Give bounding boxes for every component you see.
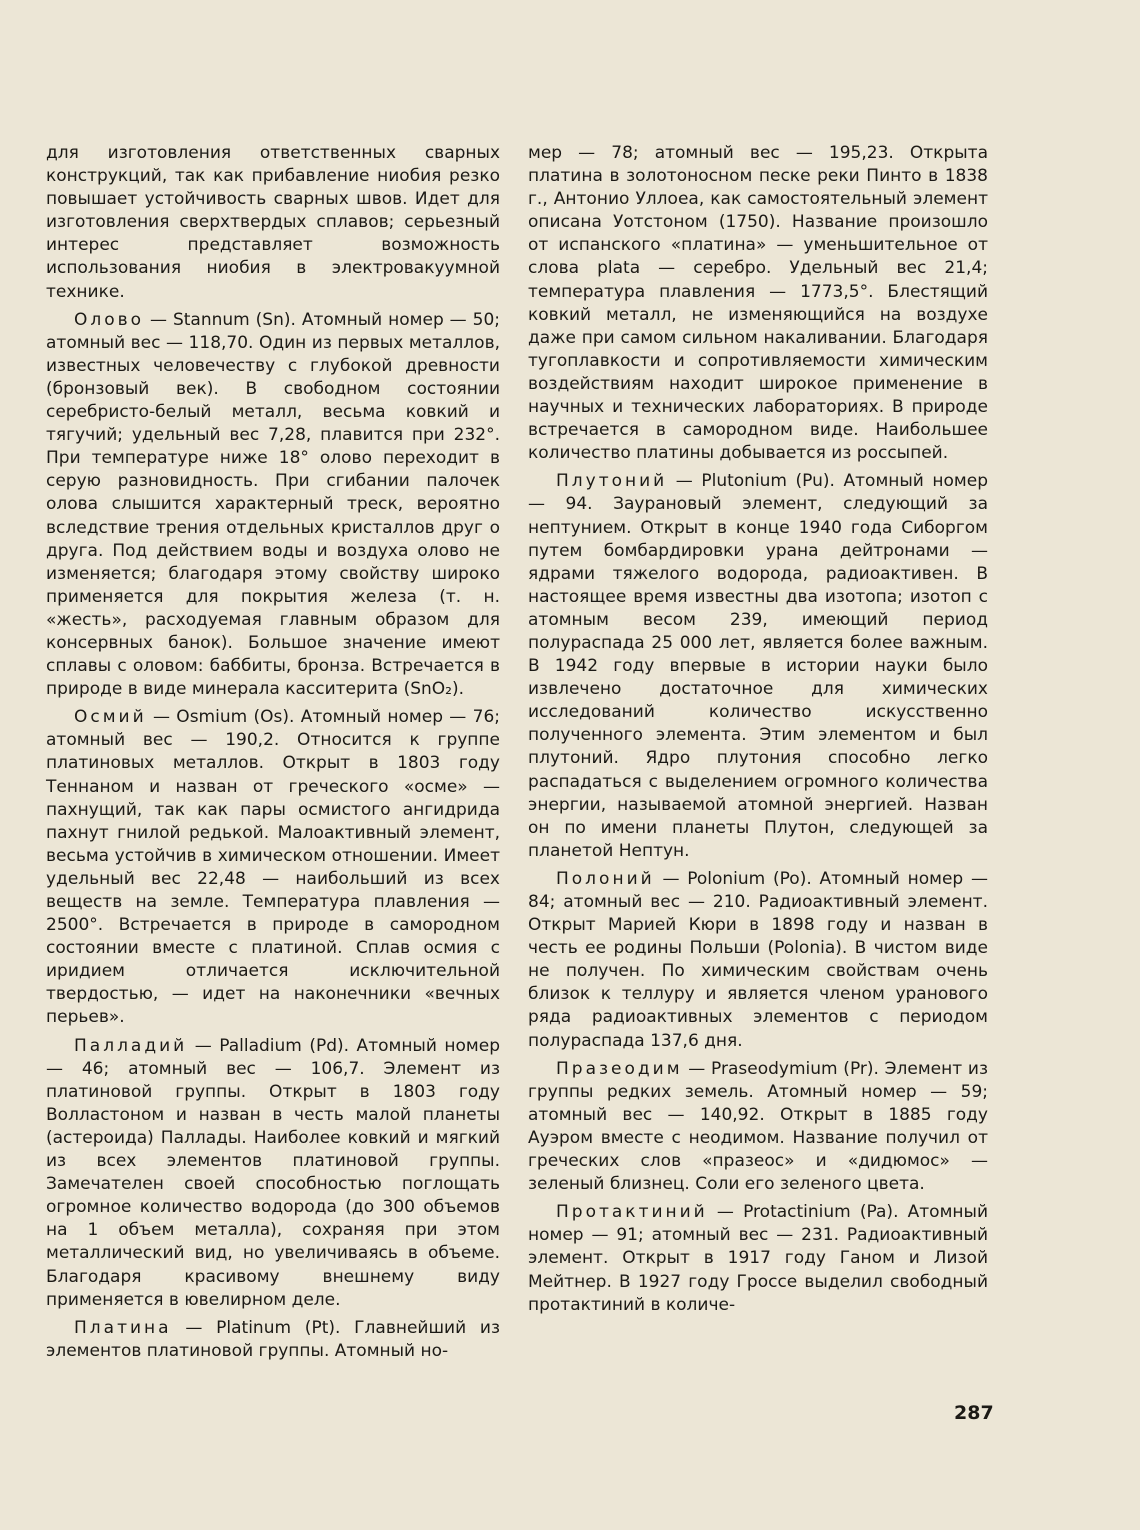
term-polonium: Полоний (556, 868, 655, 889)
entry-protactinium (528, 1201, 988, 1316)
entry-tin (46, 309, 500, 702)
text-praseodymium: — Praseodymium (Pr). Элемент из группы редких земель. Атомный номер — 59; атомный вес — 140,92. Открыт в 1885 году Ауэром вместе с неодимом. Название получил от греческих слов «празеос» и «дидюмос» — зеленый близнец. Соли его зеленого цвета. (528, 1058, 988, 1195)
text-plutonium: — Plutonium (Pu). Атомный номер — 94. Заурановый элемент, следующий за нептунием. Открыт в конце 1940 года Сиборгом путем бомбардировки урана дейтронами — ядрами тяжелого водорода, радиоактивен. В настоящее время известны два изотопа; изотоп с атомным весом 239, имеющий период полураспада 25 000 лет, является более важным. В 1942 году впервые в истории науки было извлечено достаточное для химических исследований количество искусственно полученного элемента. Этим элементом и был плутоний. Ядро плутония способно легко распадаться с выделением огромного количества энергии, называемой атомной энергией. Назван он по имени планеты Плутон, следующей за планетой Нептун. (528, 471, 988, 861)
text-protactinium: — Protactinium (Pa). Атомный номер — 91; атомный вес — 231. Радиоактивный элемент. Открыт в 1917 году Ганом и Лизой Мейтнер. В 1927 году Гроссе выделил свободный протактиний в количе- (528, 1202, 988, 1315)
entry-praseodymium (528, 1058, 988, 1197)
term-tin: Олово (74, 309, 145, 330)
text-polonium: — Polonium (Po). Атомный номер — 84; атомный вес — 210. Радиоактивный элемент. Открыт Марией Кюри в 1898 году и назван в честь ее родины Польши (Polonia). В чистом виде не получен. По химическим свойствам очень близок к теллуру и является членом уранового ряда радиоактивных элементов с периодом полураспада 137,6 дня. (528, 868, 988, 1051)
term-praseodymium: Празеодим (556, 1058, 683, 1079)
platinum-continuation: мер — 78; атомный вес — 195,23. Открыта платина в золотоносном песке реки Пинто в 1838 г., Антонио Уллоеа, как самостоятельный элемент описана Уотстоном (1750). Название произошло от испанского «платина» — уменьшительное от слова plata — серебро. Удельный вес 21,4; температура плавления — 1773,5°. Блестящий ковкий металл, не изменяющийся на воздухе даже при самом сильном накаливании. Благодаря тугоплавкости и сопротивляемости химическим воздействиям находит широкое применение в научных и технических лабораториях. В природе встречается в самородном виде. Наибольшее количество платины добывается из россыпей. (528, 143, 988, 464)
entry-polonium (528, 868, 988, 1053)
entry-plutonium (528, 470, 988, 863)
text-palladium: — Palladium (Pd). Атомный номер — 46; атомный вес — 106,7. Элемент из платиновой группы. Открыт в 1803 году Волластоном и назван в честь малой планеты (астероида) Паллады. Наиболее ковкий и мягкий из всех элементов платиновой группы. Замечателен своей способностью поглощать огромное количество водорода (до 300 объемов на 1 объем металла), сохраняя при этом металлический вид, но увеличиваясь в объеме. Благодаря красивому внешнему виду применяется в ювелирном деле. (46, 1035, 500, 1310)
entry-palladium (46, 1035, 500, 1312)
term-platinum: Платина (74, 1317, 172, 1338)
term-protactinium: Протактиний (556, 1202, 708, 1223)
text-tin: — Stannum (Sn). Атомный номер — 50; атомный вес — 118,70. Один из первых металлов, известных человечеству с глубокой древности (бронзовый век). В свободном состоянии серебристо-белый металл, весьма ковкий и тягучий; удельный вес 7,28, плавится при 232°. При температуре ниже 18° олово переходит в серую разновидность. При сгибании палочек олова слышится характерный треск, вероятно вследствие трения отдельных кристаллов друг о друга. Под действием воды и воздуха олово не изменяется; благодаря этому свойству широко применяется для покрытия железа (т. н. «жесть», расходуемая главным образом для консервных банок). Большое значение имеют сплавы с оловом: баббиты, бронза. Встречается в природе в виде минерала касситерита (SnO₂). (46, 309, 500, 700)
entry-platinum (46, 1317, 500, 1363)
term-plutonium: Плутоний (556, 471, 668, 492)
left-column (46, 142, 500, 1368)
term-osmium: Осмий (74, 707, 147, 728)
page-number: 287 (954, 1402, 994, 1424)
entry-osmium (46, 706, 500, 1029)
text-platinum: — Platinum (Pt). Главнейший из элементов платиновой группы. Атомный но- (46, 1317, 500, 1361)
term-palladium: Палладий (74, 1035, 188, 1056)
right-column (528, 142, 988, 1322)
text-osmium: — Osmium (Os). Атомный номер — 76; атомный вес — 190,2. Относится к группе платиновых металлов. Открыт в 1803 году Теннаном и назван от греческого «осме» — пахнущий, так как пары осмистого ангидрида пахнут гнилой редькой. Малоактивный элемент, весьма устойчив в химическом отношении. Имеет удельный вес 22,48 — наибольший из всех веществ на земле. Температура плавления — 2500°. Встречается в природе в самородном состоянии вместе с платиной. Сплав осмия с иридием отличается исключительной твердостью, — идет на наконечники «вечных перьев». (46, 707, 500, 1028)
niobium-continuation: для изготовления ответственных сварных конструкций, так как прибавление ниобия резко повышает устойчивость сварных швов. Идет для изготовления сверхтвердых сплавов; серьезный интерес представляет возможность использования ниобия в электровакуумной технике. (46, 143, 500, 302)
